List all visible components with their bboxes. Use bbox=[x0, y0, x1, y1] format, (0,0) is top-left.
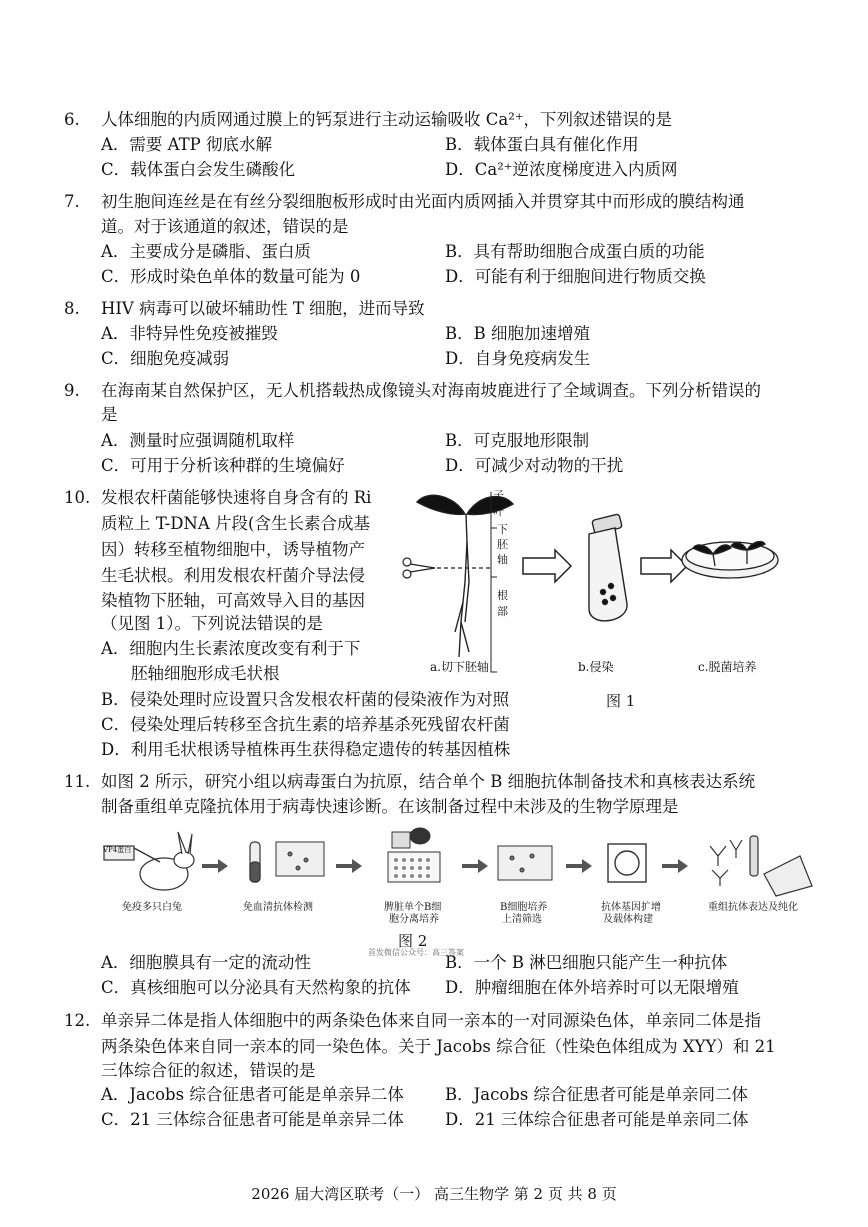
arrow-right-icon bbox=[202, 859, 228, 873]
q9-option-b: B．可克服地形限制 bbox=[445, 431, 590, 450]
arrow-right-icon bbox=[336, 859, 362, 873]
q11-stem-line2: 制备重组单克隆抗体用于病毒快速诊断。在该制备过程中未涉及的生物学原理是 bbox=[101, 797, 679, 816]
arrow-right-icon bbox=[641, 550, 687, 582]
q11-number: 11. bbox=[64, 772, 91, 791]
q10-stem-line2: 质粒上 T-DNA 片段(含生长素合成基 bbox=[101, 514, 370, 533]
q9-option-a: A．测量时应强调随机取样 bbox=[101, 431, 295, 450]
q12-option-d: D．21 三体综合征患者可能是单亲同二体 bbox=[445, 1110, 749, 1129]
q7-stem-line2: 道。对于该通道的叙述，错误的是 bbox=[101, 217, 349, 236]
q12-option-b: B．Jacobs 综合征患者可能是单亲同二体 bbox=[445, 1085, 749, 1104]
antibody-expression-icon bbox=[710, 836, 812, 896]
petri-dish-icon bbox=[682, 542, 778, 578]
q8-option-c: C．细胞免疫减弱 bbox=[101, 349, 230, 368]
figure-2-step-3-line1: 脾脏单个B细 bbox=[384, 902, 442, 913]
q12-option-a: A．Jacobs 综合征患者可能是单亲异二体 bbox=[101, 1085, 404, 1104]
q11-stem-line1: 如图 2 所示，研究小组以病毒蛋白为抗原，结合单个 B 细胞抗体制备技术和真核表达系统 bbox=[101, 772, 756, 791]
q6-option-b: B．载体蛋白具有催化作用 bbox=[445, 135, 639, 154]
q12-option-c: C．21 三体综合征患者可能是单亲异二体 bbox=[101, 1110, 404, 1129]
q12-stem-line2: 两条染色体来自同一亲本的同一染色体。关于 Jacobs 综合征（性染色体组成为 XYY）和 21 bbox=[101, 1037, 776, 1056]
q6-option-a: A．需要 ATP 彻底水解 bbox=[101, 135, 273, 154]
q10-option-c: C．侵染处理后转移至含抗生素的培养基杀死残留农杆菌 bbox=[101, 715, 510, 734]
arrow-right-icon bbox=[523, 550, 571, 582]
q9-option-d: D．可减少对动物的干扰 bbox=[445, 456, 624, 475]
q8-option-d: D．自身免疫病发生 bbox=[445, 349, 591, 368]
figure-1-step-b: b.侵染 bbox=[578, 660, 614, 674]
figure-1-step-a: a.切下胚轴 bbox=[430, 660, 489, 674]
figure-2-diagram bbox=[100, 826, 840, 898]
q9-number: 9. bbox=[64, 381, 80, 400]
q10-stem-line1: 发根农杆菌能够快速将自身含有的 Ri bbox=[101, 488, 372, 507]
q7-option-c: C．形成时染色单体的数量可能为 0 bbox=[101, 267, 361, 286]
q10-stem-line4: 生毛状根。利用发根农杆菌介导法侵 bbox=[101, 566, 365, 585]
figure-1-step-c: c.脱菌培养 bbox=[698, 660, 757, 674]
q10-stem-line6: （见图 1）。下列说法错误的是 bbox=[101, 614, 323, 633]
rabbit-icon bbox=[104, 832, 194, 890]
q6-number: 6. bbox=[64, 110, 80, 129]
figure-1-hypocotyl-label: 下胚轴 bbox=[497, 523, 508, 566]
q10-option-a-line2: 胚轴细胞形成毛状根 bbox=[131, 664, 280, 683]
arrow-right-icon bbox=[662, 859, 688, 873]
figure-2-step-2: 免血清抗体检测 bbox=[243, 902, 313, 913]
figure-2-step-6: 重组抗体表达及纯化 bbox=[708, 902, 798, 913]
q9-stem-line1: 在海南某自然保护区，无人机搭载热成像镜头对海南坡鹿进行了全域调查。下列分析错误的 bbox=[101, 381, 761, 400]
watermark: 首发微信公众号：高三答案 bbox=[368, 948, 464, 957]
q8-option-a: A．非特异性免疫被摧毁 bbox=[101, 324, 278, 343]
figure-1-cotyledon-label: 子叶 bbox=[493, 489, 504, 518]
q10-stem-line5: 染植物下胚轴，可高效导入目的基因 bbox=[101, 591, 365, 610]
figure-2-step-4-line2: 上清筛选 bbox=[502, 914, 542, 925]
figure-1-title: 图 1 bbox=[606, 692, 636, 710]
figure-2-vp4-label: VP4蛋白 bbox=[103, 846, 132, 854]
scissors-icon bbox=[403, 558, 490, 578]
q12-stem-line1: 单亲异二体是指人体细胞中的两条染色体来自同一亲本的一对同源染色体，单亲同二体是指 bbox=[101, 1011, 761, 1030]
figure-2-step-1: 免疫多只白兔 bbox=[122, 902, 182, 913]
figure-2-step-4-line1: B细胞培养 bbox=[500, 902, 548, 913]
q11-option-a: A．细胞膜具有一定的流动性 bbox=[101, 953, 311, 972]
q7-option-b: B．具有帮助细胞合成蛋白质的功能 bbox=[445, 242, 705, 261]
q7-option-d: D．可能有利于细胞间进行物质交换 bbox=[445, 267, 706, 286]
q8-option-b: B．B 细胞加速增殖 bbox=[445, 324, 590, 343]
q11-option-c: C．真核细胞可以分泌具有天然构象的抗体 bbox=[101, 978, 411, 997]
q10-option-b: B．侵染处理时应设置只含发根农杆菌的侵染液作为对照 bbox=[101, 690, 510, 709]
figure-2-step-3-line2: 胞分离培养 bbox=[389, 914, 439, 925]
q7-number: 7. bbox=[64, 192, 80, 211]
page-footer: 2026 届大湾区联考（一） 高三生物学 第 2 页 共 8 页 bbox=[251, 1185, 617, 1203]
well-plate-icon bbox=[388, 828, 440, 882]
q12-stem-line3: 三体综合征的叙述，错误的是 bbox=[101, 1061, 316, 1080]
q10-stem-line3: 因）转移至植物细胞中，诱导植物产 bbox=[101, 540, 365, 559]
plasmid-icon bbox=[608, 844, 646, 882]
q10-option-a-line1: A．细胞内生长素浓度改变有利于下 bbox=[101, 639, 361, 658]
q10-number: 10. bbox=[64, 488, 91, 507]
q7-option-a: A．主要成分是磷脂、蛋白质 bbox=[101, 242, 311, 261]
q9-stem-line2: 是 bbox=[101, 405, 118, 424]
q9-option-c: C．可用于分析该种群的生境偏好 bbox=[101, 456, 345, 475]
q7-stem-line1: 初生胞间连丝是在有丝分裂细胞板形成时由光面内质网插入并贯穿其中而形成的膜结构通 bbox=[101, 192, 745, 211]
q11-option-d: D．肿瘤细胞在体外培养时可以无限增殖 bbox=[445, 978, 739, 997]
q10-option-d: D．利用毛状根诱导植株再生获得稳定遗传的转基因植株 bbox=[101, 740, 511, 759]
q6-option-c: C．载体蛋白会发生磷酸化 bbox=[101, 160, 296, 179]
test-tube-icon bbox=[589, 514, 627, 621]
q8-stem: HIV 病毒可以破坏辅助性 T 细胞，进而导致 bbox=[101, 299, 425, 318]
q6-option-d: D．Ca²⁺逆浓度梯度进入内质网 bbox=[445, 160, 678, 179]
q8-number: 8. bbox=[64, 299, 80, 318]
q6-stem: 人体细胞的内质网通过膜上的钙泵进行主动运输吸收 Ca²⁺，下列叙述错误的是 bbox=[101, 110, 673, 129]
elisa-plate-icon bbox=[276, 842, 324, 876]
figure-1-root-label: 根部 bbox=[497, 589, 508, 618]
q12-number: 12. bbox=[64, 1011, 91, 1030]
figure-2-step-5-line2: 及载体构建 bbox=[603, 914, 653, 925]
arrow-right-icon bbox=[566, 859, 592, 873]
figure-2-step-5-line1: 抗体基因扩增 bbox=[601, 902, 661, 913]
tube-icon bbox=[250, 842, 260, 882]
culture-plate-icon bbox=[498, 846, 552, 880]
figure-2-title: 图 2 bbox=[398, 932, 428, 950]
arrow-right-icon bbox=[462, 859, 488, 873]
q11-option-b: B．一个 B 淋巴细胞只能产生一种抗体 bbox=[445, 953, 728, 972]
figure-1-diagram bbox=[395, 482, 795, 682]
